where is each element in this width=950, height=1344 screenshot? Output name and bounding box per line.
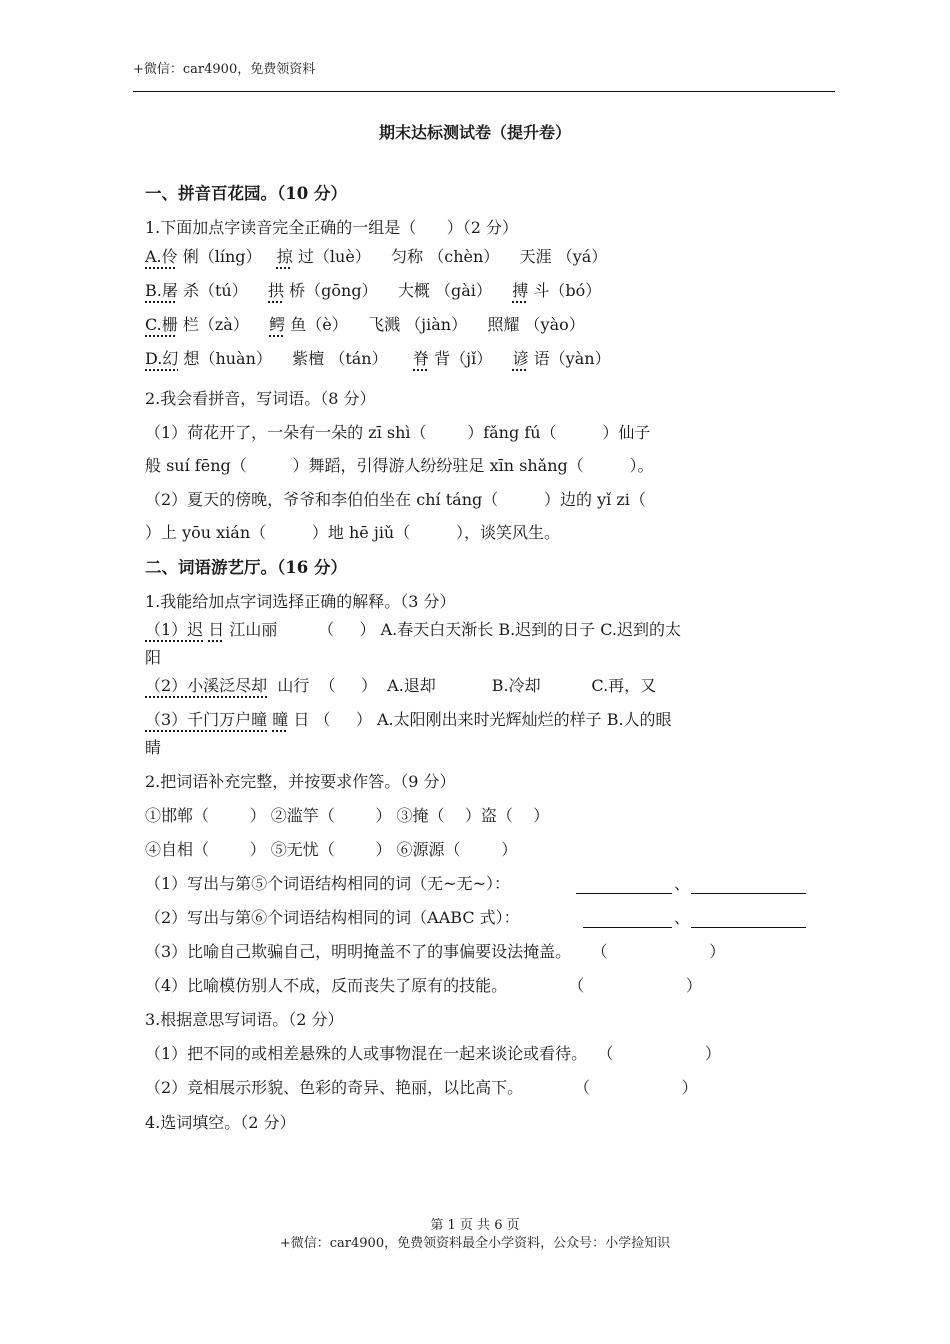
question-2-2-sub-4: （4）比喻模仿别人不成，反而丧失了原有的技能。 （ ） (145, 976, 702, 995)
question-2-2-sub-2: （2）写出与第⑥个词语结构相同的词（AABC 式）： (145, 908, 520, 927)
dotted-char: C.栅 (145, 315, 178, 334)
idiom-row-1: ①邯郸（ ） ②滥竽（ ） ③掩（ ）盗（ ） (145, 806, 550, 825)
dotted-char: 鳄 (269, 315, 286, 334)
option-text: 栏（zà） (177, 315, 270, 334)
question-1-2: 2.我会看拼音，写词语。（8 分） (145, 389, 376, 408)
question-2-2-sub-1: （1）写出与第⑤个词语结构相同的词（无~无~）： (145, 874, 510, 893)
question-1-1: 1.下面加点字读音完全正确的一组是（ ）（2 分） (145, 218, 519, 237)
pinyin-line-3: （2）夏天的傍晚，爷爷和李伯伯坐在 chí táng（ ）边的 yǐ zi（ (145, 490, 646, 509)
option-text: 鱼（è） 飞溅 (285, 315, 401, 334)
header-note: +微信：car4900，免费领资料 (133, 62, 316, 77)
dotted-char: D.幻 (145, 349, 179, 368)
dotted-char: 掠 (276, 247, 293, 266)
pinyin-line-2: 般 suí fēng（ ）舞蹈，引得游人纷纷驻足 xīn shǎng（ ）。 (145, 456, 654, 475)
section-1-heading: 一、拼音百花园。（10 分） (145, 184, 347, 203)
option-text: 江山丽 （ ） A.春天白天渐长 B.迟到的日子 C.迟到的太 (224, 620, 682, 639)
question-2-2-sub-3: （3）比喻自己欺骗自己，明明掩盖不了的事偏要设法掩盖。 （ ） (145, 942, 726, 961)
option-text: 日 （ ） A.太阳刚出来时光辉灿烂的样子 B.人的眼 (288, 710, 672, 729)
dotted-char: （3）千门万户曈 (145, 710, 268, 729)
answer-blank[interactable] (583, 927, 672, 928)
option-text: （yá） (551, 247, 608, 266)
option-text: 语（yàn） (528, 349, 611, 368)
option-text: （yào） (519, 315, 585, 334)
page-title: 期末达标测试卷（提升卷） (378, 123, 571, 142)
question-2-1-item-1 (145, 619, 681, 641)
pinyin-line-4: ）上 yōu xián（ ）地 hē jiǔ（ ），谈笑风生。 (145, 523, 561, 542)
question-2-1-item-2 (145, 675, 656, 697)
dotted-char: 曈 (272, 710, 289, 729)
dotted-char: 拱 (268, 281, 285, 300)
answer-blank[interactable] (691, 893, 806, 894)
dotted-char: 搏 (512, 281, 529, 300)
option-c (145, 314, 585, 336)
page-number: 第 1 页 共 6 页 (430, 1218, 520, 1233)
option-b (145, 280, 601, 302)
question-2-3-sub-2: （2）竞相展示形貌、色彩的奇异、艳丽，以比高下。 （ ） (145, 1078, 698, 1097)
option-text: （chèn） 天涯 (423, 247, 552, 266)
option-text: 俐（líng） (177, 247, 277, 266)
footer-note: +微信：car4900，免费领资料最全小学资料，公众号：小学捡知识 (279, 1236, 671, 1251)
question-2-1: 1.我能给加点字词选择正确的解释。（3 分） (145, 592, 456, 611)
option-text: （gài） (429, 281, 513, 300)
dotted-char: 谚 (512, 349, 529, 368)
option-a (145, 246, 607, 268)
dotted-char: 脊 (413, 349, 430, 368)
dotted-char: A.伶 (145, 247, 178, 266)
option-text: （tán） (324, 349, 414, 368)
answer-blank[interactable] (691, 927, 806, 928)
section-2-heading: 二、词语游艺厅。（16 分） (145, 558, 347, 577)
option-text: 杀（tú） (177, 281, 269, 300)
option-text: 背（jǐ） (429, 349, 513, 368)
question-2-3-sub-1: （1）把不同的或相差悬殊的人或事物混在一起来谈论或看待。 （ ） (145, 1044, 721, 1063)
separator: 、 (674, 908, 691, 927)
option-d (145, 348, 611, 370)
dotted-char: B.屠 (145, 281, 178, 300)
question-2-4: 4.选词填空。（2 分） (145, 1113, 296, 1132)
option-text: 想（huàn） 紫檀 (178, 349, 325, 368)
option-text: 山行 （ ） A.退却 B.冷却 C.再，又 (267, 676, 657, 695)
idiom-row-2: ④自相（ ） ⑤无忧（ ） ⑥源源（ ） (145, 840, 518, 859)
separator: 、 (674, 874, 691, 893)
option-text: 过（luè） 匀称 (292, 247, 424, 266)
dotted-char: （2）小溪泛尽却 (145, 676, 268, 695)
option-text: 斗（bó） (528, 281, 602, 300)
question-2-3: 3.根据意思写词语。（2 分） (145, 1010, 344, 1029)
dotted-char: 日 (208, 620, 225, 639)
dotted-char: （1）迟 (145, 620, 204, 639)
question-2-1-item-3 (145, 709, 672, 731)
header-rule (133, 91, 835, 92)
answer-blank[interactable] (576, 893, 672, 894)
question-2-1-item-3-cont: 睛 (145, 738, 162, 757)
question-2-1-item-1-cont: 阳 (145, 648, 162, 667)
question-2-2: 2.把词语补充完整，并按要求作答。（9 分） (145, 772, 456, 791)
pinyin-line-1: （1）荷花开了，一朵有一朵的 zī shì（ ）fǎng fú（ ）仙子 (145, 423, 651, 442)
option-text: （jiàn） 照耀 (400, 315, 520, 334)
option-text: 桥（gōng） 大概 (284, 281, 430, 300)
